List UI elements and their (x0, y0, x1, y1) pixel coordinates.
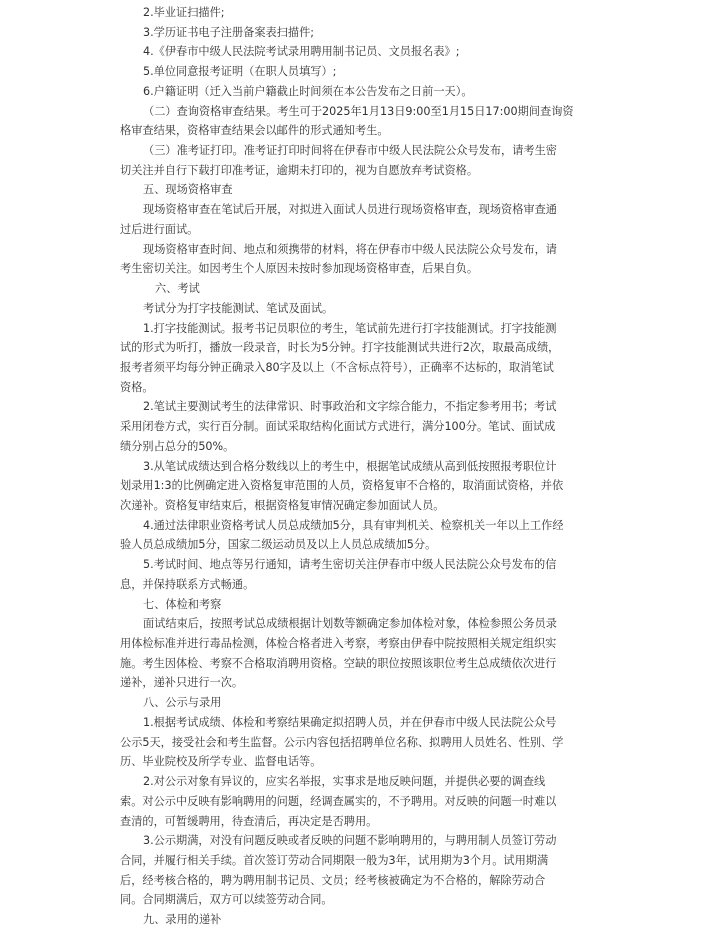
text-line: 现场资格审查时间、地点和须携带的材料，将在伊春市中级人民法院公众号发布，请 (143, 243, 557, 256)
text-line: 息，并保持联系方式畅通。 (120, 578, 255, 591)
text-line: 5.单位同意报考证明（在职人员填写）; (143, 65, 337, 78)
text-line: 2.对公示对象有异议的，应实名举报，实事求是地反映问题，并提供必要的调查线 (143, 775, 546, 788)
text-line: 八、公示与录用 (143, 696, 222, 709)
text-line: 九、录用的递补 (143, 913, 222, 926)
text-line: 5.考试时间、地点等另行通知，请考生密切关注伊春市中级人民法院公众号发布的信 (143, 558, 557, 571)
text-line: 4.通过法律职业资格考试人员总成绩加5分，具有审判机关、检察机关一年以上工作经 (143, 519, 564, 532)
text-line: 次递补。资格复审结束后，根据资格复审情况确定参加面试人员。 (120, 499, 445, 512)
text-line: 试的形式为听打，播放一段录音，时长为5分钟。打字技能测试共进行2次，取最高成绩， (120, 341, 560, 354)
text-line: 合同，并履行相关手续。首次签订劳动合同期限一般为3年，试用期为3个月。试用期满 (120, 854, 549, 867)
text-line: 面试结束后，按照考试总成绩根据计划数等额确定参加体检对象，体检参照公务员录 (143, 617, 557, 630)
text-line: 考生密切关注。如因考生个人原因未按时参加现场资格审查，后果自负。 (120, 262, 479, 275)
text-line: 递补，递补只进行一次。 (120, 676, 244, 689)
text-line: 后，经考核合格的，聘为聘用制书记员、文员；经考核被确定为不合格的，解除劳动合 (120, 874, 546, 887)
text-line: 七、体检和考察 (143, 598, 222, 611)
text-line: 切关注并自行下载打印准考证，逾期未打印的，视为自愿放弃考试资格。 (120, 164, 479, 177)
text-line: 公示5天，接受社会和考生监督。公示内容包括招聘单位名称、拟聘用人员姓名、性别、学 (120, 736, 564, 749)
text-line: 施。考生因体检、考察不合格取消聘用资格。空缺的职位按照该职位考生总成绩依次进行 (120, 657, 557, 670)
text-line: 报考者须平均每分钟正确录入80字及以上（不含标点符号），正确率不达标的，取消笔试 (120, 361, 554, 374)
text-line: 2.毕业证扫描件; (143, 6, 225, 19)
text-line: 验人员总成绩加5分，国家二级运动员及以上人员总成绩加5分。 (120, 538, 437, 551)
text-line: 3.公示期满，对没有问题反映或者反映的问题不影响聘用的，与聘用制人员签订劳动 (143, 834, 557, 847)
text-line: 绩分别占总分的50%。 (120, 440, 235, 453)
text-line: 五、现场资格审查 (143, 183, 233, 196)
text-line: 现场资格审查在笔试后开展，对拟进入面试人员进行现场资格审查，现场资格审查通 (143, 203, 557, 216)
text-line: 4.《伊春市中级人民法院考试录用聘用制书记员、文员报名表》; (143, 45, 460, 58)
text-line: 3.学历证书电子注册备案表扫描件; (143, 26, 315, 39)
text-line: 2.笔试主要测试考生的法律常识、时事政治和文字综合能力，不指定参考用书；考试 (143, 400, 557, 413)
text-line: 考试分为打字技能测试、笔试及面试。 (143, 302, 334, 315)
text-line: 查清的，可暂缓聘用，待查清后，再决定是否聘用。 (120, 815, 378, 828)
text-line: 同。合同期满后，双方可以续签劳动合同。 (120, 893, 333, 906)
text-line: 3.从笔试成绩达到合格分数线以上的考生中，根据笔试成绩从高到低按照报考职位计 (143, 460, 557, 473)
text-line: 1.根据考试成绩、体检和考察结果确定拟招聘人员，并在伊春市中级人民法院公众号 (143, 716, 557, 729)
text-line: 过后进行面试。 (120, 223, 199, 236)
text-line: 六、考试 (155, 282, 200, 295)
text-line: 划录用1:3的比例确定进入资格复审范围的人员，资格复审不合格的，取消面试资格，并依 (120, 479, 564, 492)
text-line: 格审查结果，资格审查结果会以邮件的形式通知考生。 (120, 124, 389, 137)
text-line: 资格。 (120, 381, 154, 394)
text-line: 1.打字技能测试。报考书记员职位的考生，笔试前先进行打字技能测试。打字技能测 (143, 322, 557, 335)
text-line: 用体检标准并进行毒品检测，体检合格者进入考察，考察由伊春中院按照相关规定组织实 (120, 637, 557, 650)
text-line: 采用闭卷方式，实行百分制。面试采取结构化面试方式进行，满分100分。笔试、面试成 (120, 420, 556, 433)
text-line: （二）查询资格审查结果。考生可于2025年1月13日9:00至1月15日17:00期间查询资 (143, 105, 574, 118)
text-line: 6.户籍证明（迁入当前户籍截止时间须在本公告发布之日前一天）。 (143, 85, 473, 98)
text-line: （三）准考证打印。准考证打印时间将在伊春市中级人民法院公众号发布，请考生密 (143, 144, 557, 157)
text-line: 历、毕业院校及所学专业、监督电话等。 (120, 755, 322, 768)
text-line: 索。对公示中反映有影响聘用的问题，经调查属实的，不予聘用。对反映的问题一时难以 (120, 795, 557, 808)
